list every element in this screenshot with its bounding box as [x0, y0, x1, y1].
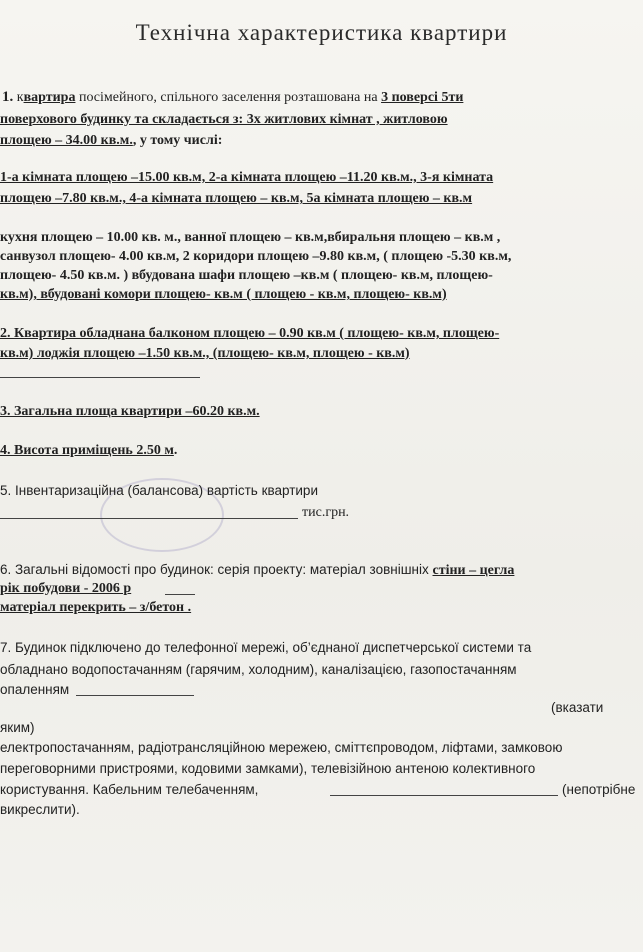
text: площею – 34.00 кв.м. [0, 133, 133, 148]
section-7-line-1: 7. Будинок підключено до телефонної мережі, об’єднаної диспетчерської системи та [0, 640, 532, 655]
section-1-line-2: поверхового будинку та складається з: 3х житлових кімнат , житловою [0, 112, 448, 127]
section-1-line-5: площею –7.80 кв.м., 4-а кімната площею – кв.м, 5а кімната площею – кв.м [0, 191, 473, 206]
text: к [13, 90, 24, 105]
section-4-height [0, 441, 177, 460]
section-7-line-4: (вказати [551, 700, 604, 715]
text: вартира [23, 90, 76, 105]
document-title: Технічна характеристика квартири [135, 20, 508, 45]
section-7-line-2: обладнано водопостачанням (гарячим, холодним), каналізацією, газопостачанням [0, 662, 517, 677]
text: 3 поверсі 5ти [381, 90, 464, 105]
blank-line [165, 594, 195, 595]
text: 4. Висота приміщень 2.50 м [0, 443, 174, 458]
blank-line [76, 695, 194, 696]
section-1-line-1 [2, 88, 463, 107]
text: посімейного, спільного заселення розташована на [75, 90, 382, 105]
section-1-line-7: санвузол площею- 4.00 кв.м, 2 коридори площею –9.80 кв.м, ( площею -5.30 кв.м, [0, 249, 512, 264]
section-7-line-6: електропостачанням, радіотрансляційною мережею, сміттєпроводом, ліфтами, замковою [0, 740, 563, 755]
section-1-line-8: площею- 4.50 кв.м. ) вбудована шафи площею –кв.м ( площею- кв.м, площею- [0, 268, 493, 283]
text: . [173, 443, 178, 458]
blank-line [330, 795, 558, 796]
section-6-line-2: рік побудови - 2006 р [0, 581, 132, 596]
section-2-line-1: 2. Квартира обладнана балконом площею – 0.90 кв.м ( площею- кв.м, площею- [0, 326, 500, 341]
text: 6. Загальні відомості про будинок: серія проекту: матеріал зовнішніх [0, 562, 433, 577]
text: стіни – цегла [432, 563, 515, 578]
section-1-line-4: 1-а кімната площею –15.00 кв.м, 2-а кімната площею –11.20 кв.м., 3-я кімната [0, 170, 494, 185]
section-7-line-5: яким) [0, 720, 35, 735]
section-1-line-3 [0, 131, 222, 150]
section-6-line-3: матеріал перекрить – з/бетон . [0, 600, 192, 615]
section-3-total-area: 3. Загальна площа квартири –60.20 кв.м. [0, 404, 260, 419]
section-7-line-8b: (непотрібне [562, 782, 636, 797]
section-number: 1. [2, 89, 14, 105]
section-7-line-8a: користування. Кабельним телебаченням, [0, 782, 259, 797]
text: , у тому числі: [132, 133, 223, 148]
section-7-line-9: викреслити). [0, 802, 80, 817]
blank-line [0, 518, 298, 519]
blank-line [0, 377, 200, 378]
section-5-line-1: 5. Інвентаризаційна (балансова) вартість квартири [0, 483, 318, 498]
section-1-line-6: кухня площею – 10.00 кв. м., ванної площею – кв.м,вбиральня площею – кв.м , [0, 230, 501, 245]
section-2-line-2: кв.м) лоджія площею –1.50 кв.м., (площею- кв.м, площею - кв.м) [0, 346, 410, 361]
section-7-line-3: опаленням [0, 682, 70, 697]
section-5-line-2: тис.грн. [302, 505, 350, 520]
section-1-line-9: кв.м), вбудовані комори площею- кв.м ( площею - кв.м, площею- кв.м) [0, 287, 447, 302]
section-6-line-1 [0, 560, 514, 580]
section-7-line-7: переговорними пристроями, кодовими замками), телевізійною антеною колективного [0, 761, 536, 776]
